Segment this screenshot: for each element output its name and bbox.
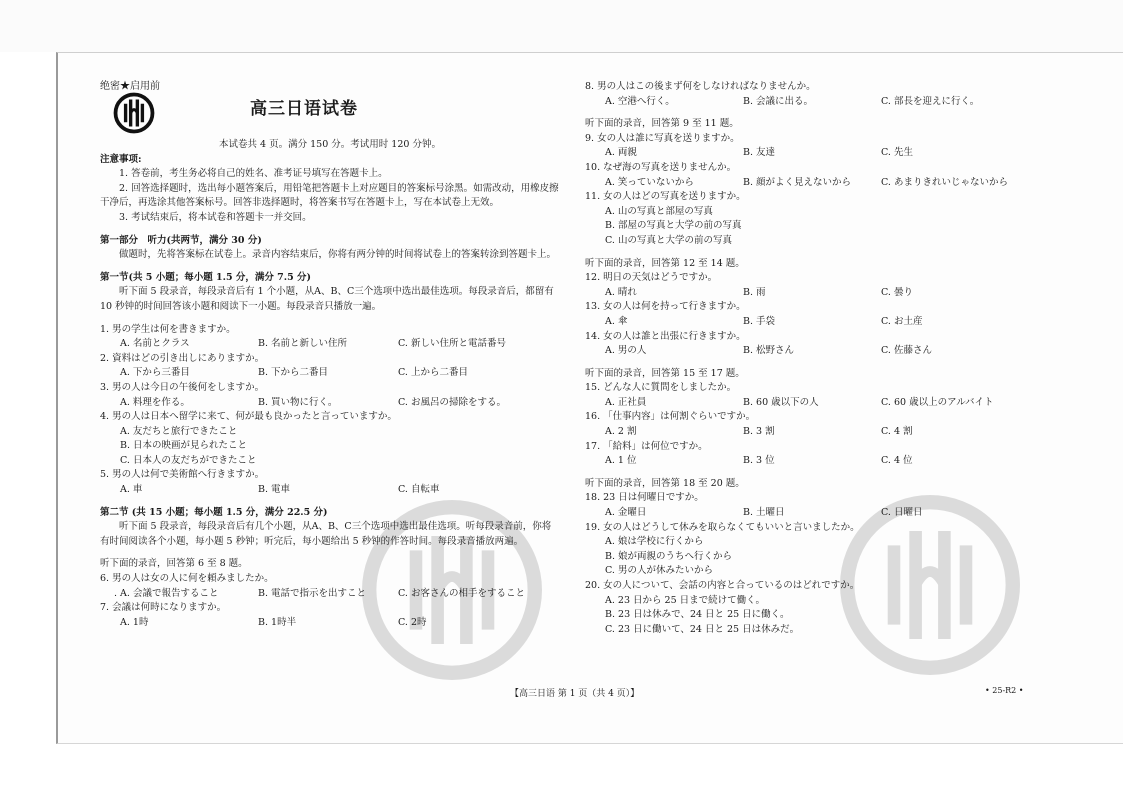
group-prompt: 听下面的录音，回答第 9 至 11 题。 — [585, 118, 739, 130]
option-b: B. 日本の映画が見られたこと — [120, 440, 248, 452]
option-b: B. 60 歳以下の人 — [743, 396, 819, 408]
option-a: A. 山の写真と部屋の写真 — [605, 205, 713, 217]
option-b: B. 23 日は休みで、24 日と 25 日に働く。 — [605, 609, 790, 621]
exam-title: 高三日语试卷 — [250, 99, 358, 119]
options-6 — [100, 587, 560, 602]
page-footer: 【高三日语 第 1 页（共 4 页）】 — [510, 689, 640, 699]
option-c: C. 佐藤さん — [881, 345, 932, 357]
question-15: 15. どんな人に質問をしましたか。 — [585, 382, 737, 394]
right-column — [585, 80, 1085, 637]
title-row — [100, 94, 560, 134]
question-16: 16. 「仕事内容」は何割ぐらいですか。 — [585, 411, 756, 423]
option-c: C. お風呂の掃除をする。 — [398, 396, 506, 408]
option-c: C. 60 歳以上のアルバイト — [881, 396, 994, 408]
notice-item: 2. 回答选择题时，选出每小题答案后，用铅笔把答题卡上对应题目的答案标号涂黑。如需改动，用橡皮擦干净后，再选涂其他答案标号。回答非选择题时，将答案书写在答题卡上，写在本试卷上无效。 — [100, 182, 559, 209]
question-7: 7. 会議は何時になりますか。 — [100, 602, 227, 614]
options-14 — [585, 344, 1085, 359]
options-9 — [585, 146, 1085, 161]
question-5: 5. 男の人は何で美術館へ行きますか。 — [100, 469, 265, 481]
options-17 — [585, 454, 1085, 469]
paper-code: • 25-R2 • — [985, 686, 1024, 695]
option-b: B. 下から二番目 — [258, 367, 329, 379]
question-12: 12. 明日の天気はどうですか。 — [585, 272, 718, 284]
section1-instruction: 听下面 5 段录音，每段录音后有 1 个小题，从A、B、C三个选项中选出最佳选项。每段录音后，都留有 10 秒钟的时间回答该小题和阅读下一小题。每段录音只播放一遍。 — [100, 286, 554, 312]
option-c: C. 新しい住所と電話番号 — [398, 338, 506, 350]
part1-heading: 第一部分 听力(共两节，满分 30 分) — [100, 234, 262, 246]
option-b: B. 電車 — [258, 484, 291, 496]
option-a: A. 晴れ — [605, 286, 637, 298]
question-17: 17. 「給料」は何位ですか。 — [585, 440, 708, 452]
option-a: A. 金曜日 — [605, 507, 647, 519]
group-prompt: 听下面的录音，回答第 12 至 14 题。 — [585, 257, 745, 269]
section2-instruction: 听下面 5 段录音，每段录音后有几个小题，从A、B、C三个选项中选出最佳选项。听每段录音前，你将有时间阅读各个小题，每小题 5 秒钟；听完后，每小题给出 5 秒钟的作答时间。每段录音播放两遍。 — [100, 521, 552, 547]
option-b: B. 娘が両親のうちへ行くから — [605, 550, 733, 562]
option-b: B. 会議に出る。 — [743, 95, 814, 107]
question-6: 6. 男の人は女の人に何を頼みましたか。 — [100, 573, 274, 585]
question-3: 3. 男の人は今日の午後何をしますか。 — [100, 381, 265, 393]
option-a: A. 男の人 — [605, 345, 647, 357]
option-b: B. 買い物に行く。 — [258, 396, 338, 408]
option-a: A. 車 — [120, 484, 143, 496]
question-8: 8. 男の人はこの後まず何をしなければなりませんか。 — [585, 81, 816, 92]
option-a: A. 下から三番目 — [120, 367, 190, 379]
left-column — [100, 80, 560, 630]
question-10: 10. なぜ海の写真を送りませんか。 — [585, 161, 737, 173]
option-c: C. 自転車 — [398, 484, 440, 496]
options-3 — [100, 396, 560, 411]
question-11: 11. 女の人はどの写真を送りますか。 — [585, 191, 746, 203]
option-b: B. 3 割 — [743, 426, 775, 438]
option-b: B. 1時半 — [258, 616, 297, 628]
option-c: C. 山の写真と大学の前の写真 — [605, 234, 732, 246]
option-c: C. お客さんの相手をすること — [398, 587, 525, 599]
notice-item: 1. 答卷前，考生务必将自己的姓名、准考证号填写在答题卡上。 — [119, 168, 388, 180]
option-a: A. 両親 — [605, 147, 637, 159]
option-b: B. 松野さん — [743, 345, 795, 357]
option-c: C. 先生 — [881, 147, 913, 159]
school-logo-icon — [112, 92, 156, 134]
option-c: C. 2時 — [398, 616, 427, 628]
question-9: 9. 女の人は誰に写真を送りますか。 — [585, 132, 740, 144]
section2-heading: 第二节 (共 15 小题；每小题 1.5 分，满分 22.5 分) — [100, 506, 328, 518]
question-2: 2. 資料はどの引き出しにありますか。 — [100, 352, 265, 364]
option-a: A. 空港へ行く。 — [605, 95, 675, 107]
option-b: B. 友達 — [743, 147, 776, 159]
part1-instruction: 做题时，先将答案标在试卷上。录音内容结束后，你将有两分钟的时间将试卷上的答案转涂到答题卡上。 — [119, 249, 557, 261]
options-2 — [100, 366, 560, 381]
option-b: B. 3 位 — [743, 455, 775, 467]
options-1 — [100, 337, 560, 352]
option-a: . A. 会議で報告すること — [114, 587, 219, 599]
option-b: B. 名前と新しい住所 — [258, 338, 348, 350]
option-a: A. 名前とクラス — [120, 338, 190, 350]
option-a: A. 正社員 — [605, 396, 647, 408]
option-a: A. 23 日から 25 日まで続けて働く。 — [605, 594, 765, 606]
options-16 — [585, 425, 1085, 440]
option-a: A. 1時 — [120, 616, 149, 628]
option-a: A. 笑っていないから — [605, 176, 694, 188]
question-13: 13. 女の人は何を持って行きますか。 — [585, 301, 746, 313]
option-c: C. お土産 — [881, 315, 923, 327]
options-15 — [585, 396, 1085, 411]
option-c: C. 4 位 — [881, 455, 913, 467]
group-prompt: 听下面的录音，回答第 6 至 8 题。 — [100, 558, 248, 570]
question-20: 20. 女の人について、会話の内容と合っているのはどれですか。 — [585, 580, 860, 591]
options-7 — [100, 616, 560, 631]
option-a: A. 傘 — [605, 315, 628, 327]
option-c: C. あまりきれいじゃないから — [881, 176, 1008, 188]
group-prompt: 听下面的录音，回答第 18 至 20 题。 — [585, 477, 745, 489]
option-c: C. 男の人が休みたいから — [605, 565, 713, 577]
option-c: C. 4 割 — [881, 426, 913, 438]
exam-meta: 本试卷共 4 页。满分 150 分。考试用时 120 分钟。 — [219, 139, 441, 150]
question-4: 4. 男の人は日本へ留学に来て、何が最も良かったと言っていますか。 — [100, 411, 397, 423]
option-b: B. 土曜日 — [743, 507, 785, 519]
section1-heading: 第一节(共 5 小题；每小题 1.5 分，满分 7.5 分) — [100, 271, 311, 283]
option-a: A. 友だちと旅行できたこと — [120, 425, 238, 437]
option-c: C. 上から二番目 — [398, 367, 468, 379]
options-8 — [585, 95, 1085, 110]
option-b: B. 部屋の写真と大学の前の写真 — [605, 220, 742, 232]
option-b: B. 雨 — [743, 286, 766, 298]
option-b: B. 電話で指示を出すこと — [258, 587, 367, 599]
question-18: 18. 23 日は何曜日ですか。 — [585, 492, 704, 504]
options-5 — [100, 483, 560, 498]
option-b: B. 顔がよく見えないから — [743, 176, 852, 188]
option-c: C. 部長を迎えに行く。 — [881, 95, 980, 107]
option-c: C. 日曜日 — [881, 507, 923, 519]
confidential-label: 绝密★启用前 — [100, 81, 160, 92]
options-12 — [585, 286, 1085, 301]
notice-item: 3. 考试结束后，将本试卷和答题卡一并交回。 — [119, 211, 312, 223]
option-c: C. 日本人の友だちができたこと — [120, 454, 257, 466]
question-19: 19. 女の人はどうして休みを取らなくてもいいと言いましたか。 — [585, 521, 860, 533]
notice-heading: 注意事项: — [100, 153, 142, 165]
option-c: C. 23 日に働いて、24 日と 25 日は休みだ。 — [605, 623, 800, 635]
option-b: B. 手袋 — [743, 315, 776, 327]
option-a: A. 娘は学校に行くから — [605, 536, 704, 548]
option-a: A. 2 割 — [605, 426, 637, 438]
options-18 — [585, 506, 1085, 521]
scan-background — [0, 0, 1123, 52]
option-a: A. 料理を作る。 — [120, 396, 190, 408]
option-a: A. 1 位 — [605, 455, 637, 467]
options-10 — [585, 176, 1085, 191]
options-13 — [585, 315, 1085, 330]
option-c: C. 曇り — [881, 286, 913, 298]
group-prompt: 听下面的录音，回答第 15 至 17 题。 — [585, 367, 745, 379]
question-14: 14. 女の人は誰と出張に行きますか。 — [585, 330, 746, 342]
question-1: 1. 男の学生は何を書きますか。 — [100, 323, 236, 335]
